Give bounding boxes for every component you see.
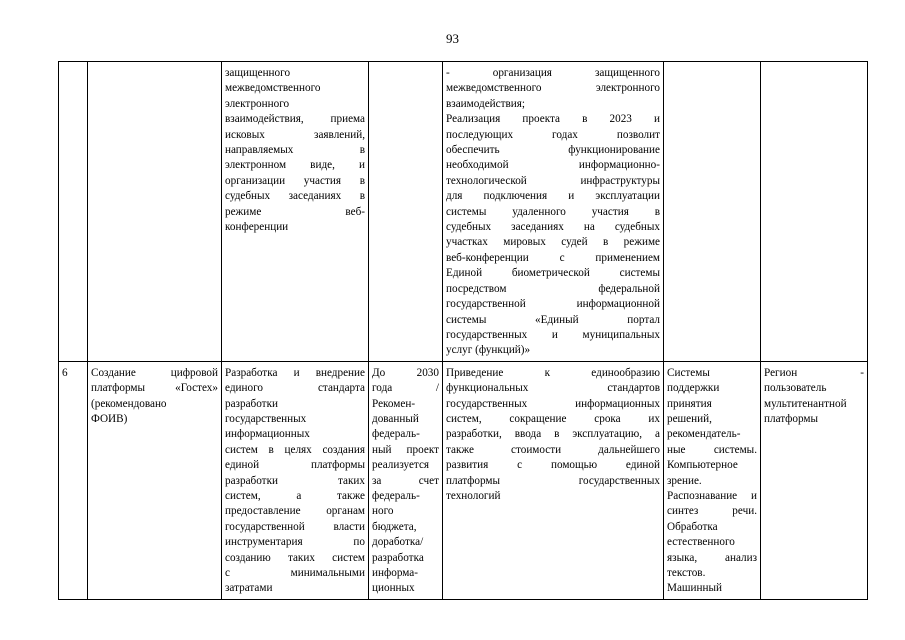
cell-text-line: разработки таких [225, 474, 365, 487]
cell-text-line: ного [372, 505, 394, 518]
row-number-cell [59, 361, 88, 599]
cell-text-line: за счет [372, 474, 439, 487]
cell-text-line: электронного [225, 97, 290, 110]
description-cell [222, 62, 369, 362]
cell-text-line: конференции [225, 221, 289, 234]
cell-text-line: судебных заседаниях в [225, 190, 365, 203]
cell-text-line: необходимой информационно- [446, 159, 660, 172]
cell-text-line: направляемых в [225, 144, 365, 157]
cell-text-line: разработки, ввода в эксплуатацию, а [446, 428, 660, 441]
cell-text-line: защищенного [225, 67, 291, 79]
cell-text-line: единой платформы [225, 459, 365, 472]
cell-text-line: систем, сокращение срока их [446, 412, 660, 425]
cell-text-line: созданию таких систем [225, 551, 365, 564]
title-cell [88, 361, 222, 599]
effect-cell [443, 361, 664, 599]
cell-text-line: принятия [667, 397, 712, 410]
cell-text-line: дованный [372, 412, 419, 425]
cell-text-line: последующих годах позволит [446, 128, 660, 141]
effect-cell [443, 62, 664, 362]
participant-cell [761, 62, 868, 362]
cell-text-line: До 2030 [372, 366, 439, 379]
cell-text-line: Рекомен- [372, 397, 416, 410]
cell-text-line: Системы [667, 366, 710, 379]
cell-text-line: (рекомендовано [91, 397, 167, 410]
cell-text-line: решений, [667, 412, 712, 425]
cell-text-line: реализуется [372, 459, 430, 472]
cell-text-line: платформы государственных [446, 474, 660, 487]
cell-text-line: федераль- [372, 489, 420, 502]
cell-text-line: синтез речи. [667, 505, 757, 518]
cell-text-line: для подключения и эксплуатации [446, 190, 660, 203]
cell-text-line: Компьютерное [667, 459, 738, 472]
cell-text-line: информационных [225, 428, 310, 441]
cell-text-line: платформы «Гостех» [91, 382, 218, 395]
cell-text-line: государственных [225, 412, 307, 425]
cell-text-line: Распознавание и [667, 489, 757, 502]
table-row [59, 361, 868, 599]
cell-text-line: рекомендатель- [667, 428, 741, 441]
cell-text-line: ционных [372, 582, 415, 595]
cell-text-line: межведомственного [225, 82, 321, 95]
cell-text-line: систем в целях создания [225, 443, 365, 456]
cell-text-line: государственных информационных [446, 397, 660, 410]
cell-text-line: Реализация проекта в 2023 и [446, 113, 660, 126]
deadline-cell [369, 361, 443, 599]
cell-text-line: информа- [372, 567, 418, 579]
cell-text-line: разработка [372, 551, 424, 564]
page-number: 93 [446, 31, 459, 46]
cell-text-line: пользователь [764, 382, 827, 395]
cell-text-line: платформы [764, 412, 818, 425]
description-cell [222, 361, 369, 599]
row-number-cell [59, 62, 88, 362]
document-table [58, 61, 868, 600]
cell-text-line: технологической инфраструктуры [446, 174, 660, 187]
cell-text-line: также стоимости дальнейшего [446, 443, 660, 456]
cell-text-line: системы «Единый портал [446, 313, 660, 326]
participant-cell [761, 361, 868, 599]
cell-text-line: Регион - [764, 366, 864, 379]
cell-text-line: режиме веб- [225, 205, 365, 218]
technology-cell [664, 361, 761, 599]
cell-text-line: Машинный [667, 582, 722, 595]
cell-text-line: инструментария по [225, 536, 365, 549]
cell-text-line: взаимодействия, приема [225, 113, 365, 126]
cell-text-line: взаимодействия; [446, 97, 526, 110]
cell-text-line: федераль- [372, 428, 420, 441]
cell-text-line: текстов. [667, 567, 706, 579]
cell-text-line: затратами [225, 582, 273, 595]
cell-text-line: единого стандарта [225, 382, 365, 395]
cell-text-line: ные системы. [667, 443, 757, 456]
cell-text-line: зрение. [667, 474, 702, 487]
deadline-cell [369, 62, 443, 362]
title-cell [88, 62, 222, 362]
cell-text-line: - организация защищенного [446, 67, 660, 79]
cell-text-line: с минимальными [225, 567, 365, 579]
cell-text-line: ный проект [372, 443, 439, 456]
cell-text-line: обеспечить функционирование [446, 144, 660, 157]
cell-text-line: бюджета, [372, 520, 417, 533]
cell-text-line: Создание цифровой [91, 366, 218, 379]
cell-text-line: посредством федеральной [446, 282, 660, 295]
cell-text-line: технологий [446, 489, 501, 502]
cell-text-line: организации участия в [225, 174, 365, 187]
cell-text-line: языка, анализ [667, 551, 757, 564]
cell-text-line: развития с помощью единой [446, 459, 660, 472]
cell-text-line: судебных заседаниях на судебных [446, 221, 660, 234]
technology-cell [664, 62, 761, 362]
cell-text-line: государственной власти [225, 520, 365, 533]
cell-text-line: государственной информационной [446, 298, 660, 311]
cell-text-line: Обработка [667, 520, 718, 533]
cell-text-line: Единой биометрической системы [446, 267, 660, 280]
cell-text-line: ФОИВ) [91, 412, 128, 425]
cell-text-line: поддержки [667, 382, 720, 395]
cell-text-line: доработка/ [372, 536, 424, 549]
cell-text-line: государственных и муниципальных [446, 328, 660, 341]
cell-text-line: разработки [225, 397, 278, 410]
cell-text-line: электронном виде, и [225, 159, 365, 172]
row-number: 6 [62, 366, 68, 379]
cell-text-line: системы удаленного участия в [446, 205, 660, 218]
cell-text-line: Приведение к единообразию [446, 366, 660, 379]
cell-text-line: мультитенантной [764, 397, 847, 410]
cell-text-line: предоставление органам [225, 505, 365, 518]
cell-text-line: систем, а также [225, 489, 365, 502]
cell-text-line: года / [372, 382, 439, 395]
table-row [59, 62, 868, 362]
cell-text-line: веб-конференции с применением [446, 251, 660, 264]
cell-text-line: исковых заявлений, [225, 128, 365, 141]
cell-text-line: межведомственного электронного [446, 82, 660, 95]
cell-text-line: участках мировых судей в режиме [446, 236, 660, 249]
cell-text-line: услуг (функций)» [446, 344, 531, 357]
cell-text-line: Разработка и внедрение [225, 366, 365, 379]
cell-text-line: естественного [667, 536, 735, 549]
cell-text-line: функциональных стандартов [446, 382, 660, 395]
